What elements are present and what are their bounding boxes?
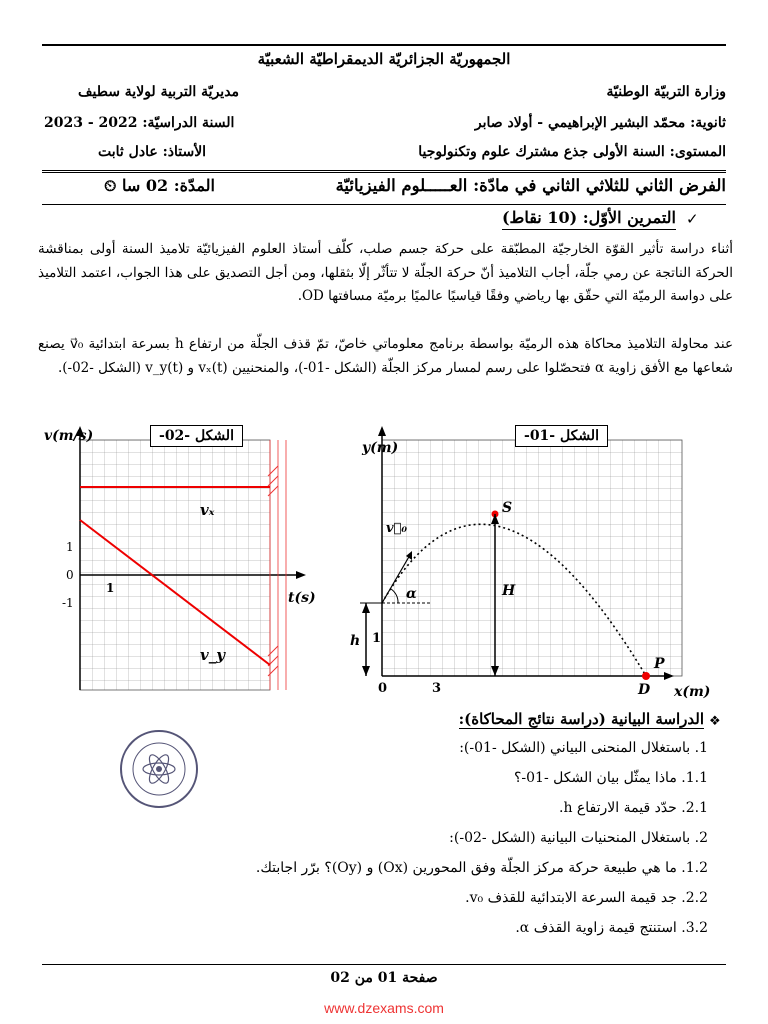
directorate: مديريّة التربية لولاية سطيف <box>78 84 240 100</box>
figure-2-label: الشكل -02- <box>150 425 243 447</box>
title-rule <box>42 204 726 205</box>
page-number: صفحة 01 من 02 <box>330 970 438 986</box>
tick-t-1: 1 <box>106 581 115 595</box>
tick-y-1: 1 <box>66 540 74 554</box>
exam-duration: المدّة: 02 سا ⏲ <box>104 176 215 195</box>
school: ثانوية: محمّد البشير الإبراهيمي - أولاد صابر <box>474 115 726 131</box>
check-icon: ✓ <box>686 210 699 228</box>
teacher: الأستاذ: عادل ثابت <box>98 144 207 160</box>
teacher-stamp <box>118 728 200 810</box>
ministry: وزارة التربيّة الوطنيّة <box>606 84 726 100</box>
figure-1-label: الشكل -01- <box>515 425 608 447</box>
bullet-icon: ❖ <box>709 714 721 729</box>
exercise-paragraph-1: أثناء دراسة تأثير القوّة الخارجيّة المطبّقة على حركة جسم صلب، كلّف أستاذ العلوم الفيزيائيّة تلاميذ السنة أولى بمناقشة الحركة الناتجة عن رمي جلّة، أجاب التلاميذ أنّ حركة الجلّة لا تتأثّر إلّا بثقلها، ومن أجل التصديق على هذا الجواب، اعتمد التلاميذ على دواسة الرميّة التي حقّق بها رياضي وفقًا قياسيًا عالميًا برميّة مسافتها OD. <box>38 241 733 304</box>
figure-2-chart <box>40 420 320 710</box>
fig1-tick-x: 3 <box>432 681 442 696</box>
H-label: H <box>502 583 516 599</box>
x-axis-label: t(s) <box>288 590 316 606</box>
alpha-label: α <box>406 586 417 602</box>
header-rule-2 <box>42 172 726 173</box>
fig1-origin: 0 <box>378 681 388 696</box>
question-2-1: 2.1. حدّد قيمة الارتفاع h. <box>559 800 708 816</box>
exercise-heading: التمرين الأوّل: (10 نقاط) <box>502 208 676 230</box>
header-rule <box>42 170 726 171</box>
level: المستوى: السنة الأولى جذع مشترك علوم وتكنولوجيا <box>418 144 726 160</box>
fig1-tick-y: 1 <box>372 631 382 646</box>
point-D: D <box>638 682 651 698</box>
exam-title: الفرض الثاني للثلاثي الثاني في مادّة: العـــــلوم الفيزيائيّة <box>335 176 726 195</box>
figure-1-chart <box>340 420 740 710</box>
fig1-x-label: x(m) <box>674 684 711 700</box>
school-year: السنة الدراسيّة: 2022 - 2023 <box>44 115 235 131</box>
republic-title: الجمهوريّة الجزائريّة الديمقراطيّة الشعبيّة <box>257 50 511 68</box>
tick-y-m1: -1 <box>62 596 74 610</box>
fig1-y-label: y(m) <box>362 440 399 456</box>
study-heading: الدراسة البيانية (دراسة نتائج المحاكاة): <box>458 710 704 728</box>
website-link[interactable]: www.dzexams.com <box>324 1000 444 1016</box>
h-label: h <box>350 633 361 649</box>
vx-label: vₓ <box>200 501 215 519</box>
question-2-2: 2.2. جد قيمة السرعة الابتدائية للقذف v₀. <box>465 890 708 906</box>
point-S: S <box>502 500 513 516</box>
y-axis-label: v(m/s) <box>44 428 94 444</box>
question-1-1: 1.1. ماذا يمثّل بيان الشكل -01-؟ <box>513 770 708 786</box>
top-rule <box>42 44 726 46</box>
point-P: P <box>654 656 665 672</box>
footer-rule <box>42 964 726 965</box>
question-3-2: 3.2. استنتج قيمة زاوية القذف α. <box>515 920 708 936</box>
v0-label: v⃗₀ <box>386 521 408 536</box>
question-1: 1. باستغلال المنحنى البياني (الشكل -01-): <box>459 740 708 756</box>
question-1-2: 1.2. ما هي طبيعة حركة مركز الجلّة وفق المحورين (Ox) و (Oy)؟ برّر اجابتك. <box>255 860 708 876</box>
question-2: 2. باستغلال المنحنيات البيانية (الشكل -02-): <box>449 830 708 846</box>
tick-y-0: 0 <box>66 568 74 582</box>
exercise-paragraph-2: عند محاولة التلاميذ محاكاة هذه الرميّة بواسطة برنامج معلوماتي خاصّ، تمّ قذف الجلّة من ارتفاع h بسرعة ابتدائية v⃗₀ يصنع شعاعها مع الأفق زاوية α فتحصّلوا على رسم لمسار مركز الجلّة (الشكل -01-)، والمنحنيين vₓ(t) و v_y(t) (الشكل -02-). <box>38 336 734 376</box>
vy-label: v_y <box>200 646 225 664</box>
